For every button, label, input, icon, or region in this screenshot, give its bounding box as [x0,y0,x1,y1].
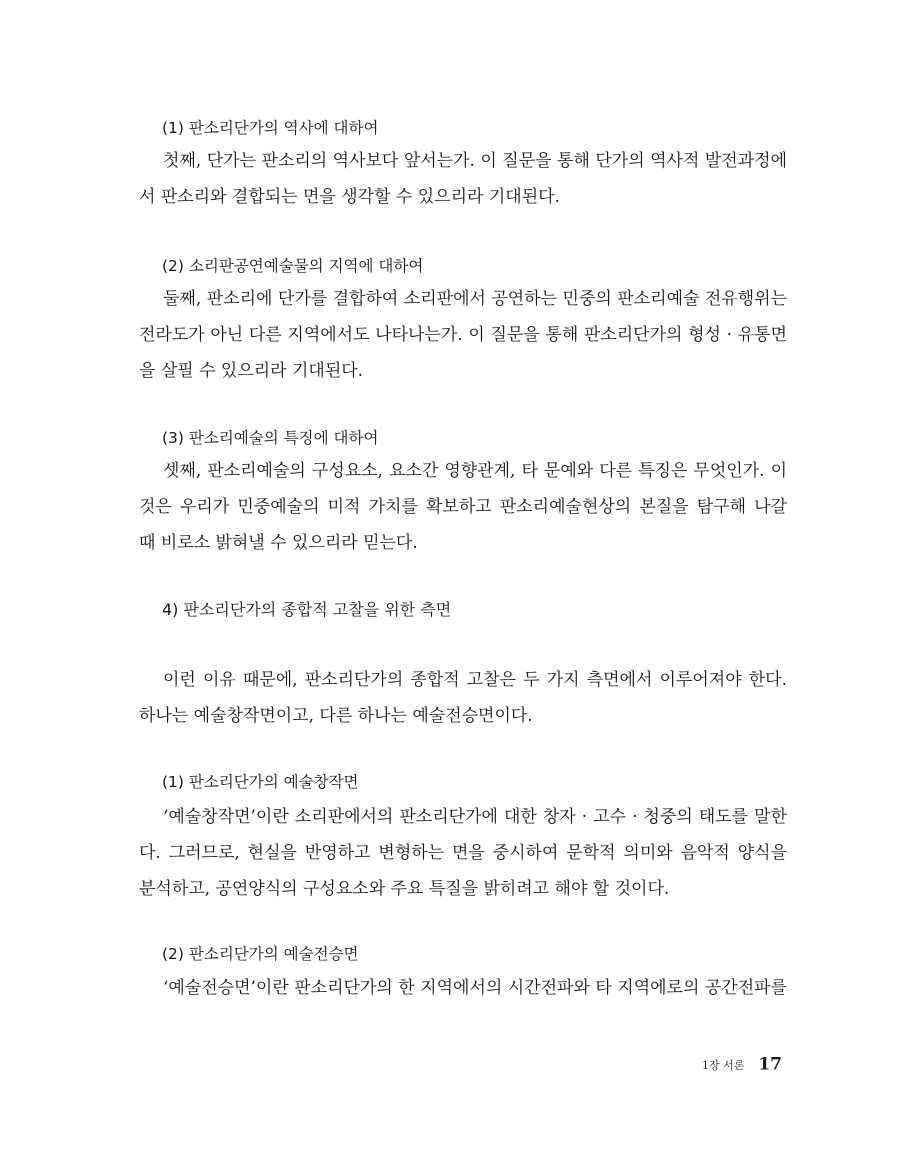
section-heading-comprehensive: 4) 판소리단가의 종합적 고찰을 위한 측면 [162,600,452,619]
paragraph-line: 때 비로소 밝혀낼 수 있으리라 믿는다. [139,533,418,553]
paragraph-comprehensive [139,662,787,734]
section-heading-transmission: (2) 판소리단가의 예술전승면 [162,945,359,963]
section-heading-creation: (1) 판소리단가의 예술창작면 [162,773,359,791]
paragraph-line: 하나는 예술창작면이고, 다른 하나는 예술전승면이다. [139,706,533,726]
paragraph-creation [139,799,787,907]
page-footer [702,1054,782,1075]
section-heading-features: (3) 판소리예술의 특징에 대하여 [162,429,379,447]
paragraph-line: 전라도가 아닌 다른 지역에서도 나타나는가. 이 질문을 통해 판소리단가의 형성 · 유통면 [139,325,787,345]
paragraph-line: ‘예술전승면’이란 판소리단가의 한 지역에서의 시간전파와 타 지역에로의 공간전파를 [163,978,787,998]
paragraph-line: 을 살필 수 있으리라 기대된다. [139,361,364,381]
paragraph-line: 서 판소리와 결합되는 면을 생각할 수 있으리라 기대된다. [139,187,560,207]
paragraph-line: 첫째, 단가는 판소리의 역사보다 앞서는가. 이 질문을 통해 단가의 역사적 발전과정에 [163,151,787,171]
paragraph-line: 다. 그러므로, 현실을 반영하고 변형하는 면을 중시하여 문학적 의미와 음악적 양식을 [139,843,787,863]
page-number: 17 [758,1054,782,1075]
paragraph-history [139,143,787,215]
paragraph-line: 것은 우리가 민중예술의 미적 가치를 확보하고 판소리예술현상의 본질을 탐구해 나갈 [139,497,787,517]
paragraph-line: 분석하고, 공연양식의 구성요소와 주요 특질을 밝히려고 해야 할 것이다. [139,879,670,899]
paragraph-transmission [139,970,787,1006]
paragraph-features [139,453,787,561]
paragraph-line: 셋째, 판소리예술의 구성요소, 요소간 영향관계, 타 문예와 다른 특징은 무엇인가. 이 [163,461,787,481]
chapter-label: 1장 서론 [701,1058,745,1072]
section-heading-region: (2) 소리판공연예술물의 지역에 대하여 [162,257,424,275]
paragraph-region [139,281,787,389]
paragraph-line: 둘째, 판소리에 단가를 결합하여 소리판에서 공연하는 민중의 판소리예술 전유행위는 [163,289,787,309]
section-heading-history: (1) 판소리단가의 역사에 대하여 [162,119,379,137]
paragraph-line: ‘예술창작면’이란 소리판에서의 판소리단가에 대한 창자 · 고수 · 청중의 태도를 말한 [163,807,787,827]
paragraph-line: 이런 이유 때문에, 판소리단가의 종합적 고찰은 두 가지 측면에서 이루어져야 한다. [163,670,787,690]
